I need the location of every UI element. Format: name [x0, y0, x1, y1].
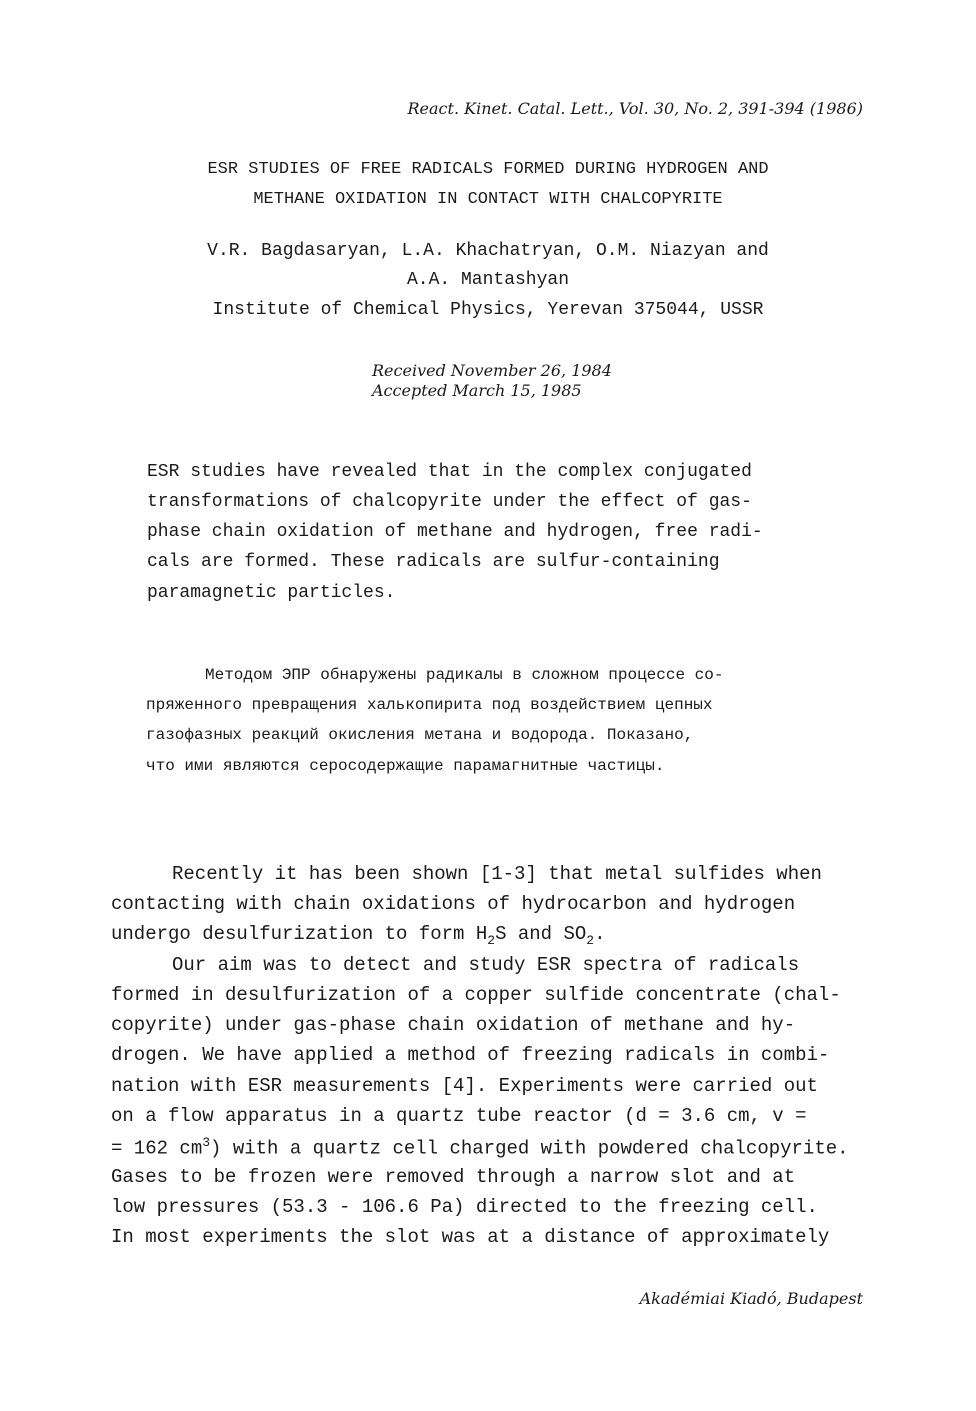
abstract-ru-line: что ими являются серосодержащие парамагнитные частицы. — [146, 757, 665, 775]
body-line: In most experiments the slot was at a distance of approximately — [111, 1226, 830, 1248]
abstract-line: phase chain oxidation of methane and hydrogen, free radi- — [147, 522, 763, 542]
abstract-line: ESR studies have revealed that in the complex conjugated — [147, 462, 752, 482]
title-line-1: ESR STUDIES OF FREE RADICALS FORMED DURING HYDROGEN AND — [207, 160, 769, 179]
body-line: = 162 $cm^3$) with a quartz cell charged with powdered chalcopyrite. — [111, 1135, 849, 1160]
institute: Institute of Chemical Physics, Yerevan 375044, USSR — [212, 300, 764, 320]
abstract-ru-line: пряженного превращения халькопирита под воздействием цепных — [146, 696, 713, 714]
abstract-line: transformations of chalcopyrite under the effect of gas- — [147, 492, 752, 512]
received-date: Received November 26, 1984 — [372, 361, 612, 380]
abstract-ru-line: Методом ЭПР обнаружены радикалы в сложном процессе со- — [205, 666, 724, 684]
body-line: copyrite) under gas-phase chain oxidation of methane and hy- — [111, 1014, 796, 1036]
journal-citation: React. Kinet. Catal. Lett., Vol. 30, No. 2, 391-394 (1986) — [407, 99, 863, 118]
body-line: drogen. We have applied a method of freezing radicals in combi- — [111, 1044, 830, 1066]
body-line: Recently it has been shown [1-3] that metal sulfides when — [172, 863, 822, 885]
body-line: on a flow apparatus in a quartz tube reactor (d = 3.6 cm, v = — [111, 1105, 807, 1127]
title-line-2: METHANE OXIDATION IN CONTACT WITH CHALCOPYRITE — [253, 190, 723, 209]
body-line: Gases to be frozen were removed through a narrow slot and at — [111, 1166, 796, 1188]
accepted-date: Accepted March 15, 1985 — [372, 381, 582, 400]
body-line: contacting with chain oxidations of hydrocarbon and hydrogen — [111, 893, 796, 915]
publisher-footer: Akadémiai Kiadó, Budapest — [639, 1289, 863, 1308]
body-line: Our aim was to detect and study ESR spectra of radicals — [172, 954, 800, 976]
abstract-line: paramagnetic particles. — [147, 583, 396, 603]
authors-line-1: V.R. Bagdasaryan, L.A. Khachatryan, O.M. Niazyan and — [207, 241, 769, 261]
abstract-ru-line: газофазных реакций окисления метана и водорода. Показано, — [146, 726, 694, 744]
body-line: nation with ESR measurements [4]. Experiments were carried out — [111, 1075, 818, 1097]
body-line: formed in desulfurization of a copper sulfide concentrate (chal- — [111, 984, 841, 1006]
authors-line-2: A.A. Mantashyan — [406, 270, 570, 290]
body-line: low pressures (53.3 - 106.6 Pa) directed to the freezing cell. — [111, 1196, 818, 1218]
abstract-line: cals are formed. These radicals are sulfur-containing — [147, 552, 720, 572]
body-line: undergo desulfurization to form $H_2S$ and $SO_2$. — [111, 923, 606, 948]
